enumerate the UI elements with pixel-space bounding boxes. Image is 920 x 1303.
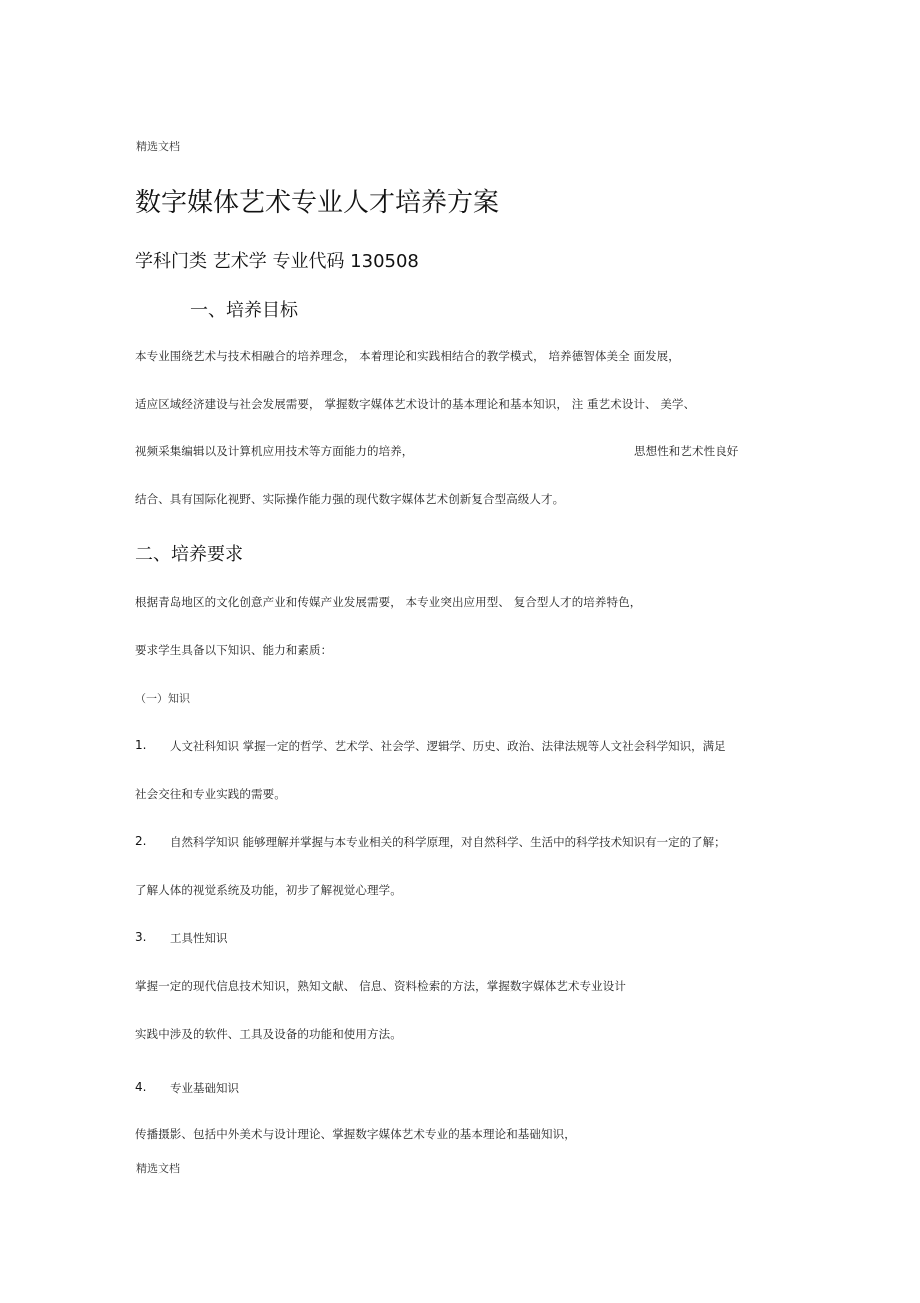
requirements-line-2: 要求学生具备以下知识、能力和素质： xyxy=(135,643,333,657)
document-title: 数字媒体艺术专业人才培养方案 xyxy=(135,188,500,218)
goals-line-4: 结合、具有国际化视野、实际操作能力强的现代数字媒体艺术创新复合型高级人才。 xyxy=(135,492,565,506)
item-4-text: 专业基础知识 xyxy=(170,1081,239,1095)
item-2-continuation: 了解人体的视觉系统及功能，初步了解视觉心理学。 xyxy=(135,883,402,897)
item-4-number: 4. xyxy=(135,1080,147,1094)
page-footer-label: 精选文档 xyxy=(136,1162,180,1175)
item-1-number: 1. xyxy=(135,738,147,752)
page-header-label: 精选文档 xyxy=(136,140,180,153)
item-1-text: 人文社科知识 掌握一定的哲学、艺术学、社会学、逻辑学、历史、政治、法律法规等人文社会科学知识，满足 xyxy=(170,739,726,753)
section-heading-requirements: 二、培养要求 xyxy=(135,544,243,565)
document-subtitle: 学科门类 艺术学 专业代码 130508 xyxy=(135,251,419,272)
item-4-continuation: 传播摄影、包括中外美术与设计理论、掌握数字媒体艺术专业的基本理论和基础知识， xyxy=(135,1127,576,1141)
sub-heading-knowledge: （一）知识 xyxy=(135,692,190,705)
goals-line-2: 适应区域经济建设与社会发展需要， 掌握数字媒体艺术设计的基本理论和基本知识， 注 重艺术设计、 美学、 xyxy=(135,397,696,411)
item-3-continuation-2: 实践中涉及的软件、工具及设备的功能和使用方法。 xyxy=(135,1027,402,1041)
item-3-text: 工具性知识 xyxy=(170,931,228,945)
goals-line-3-right: 思想性和艺术性良好 xyxy=(634,444,739,458)
requirements-line-1: 根据青岛地区的文化创意产业和传媒产业发展需要， 本专业突出应用型、 复合型人才的培养特色， xyxy=(135,595,642,609)
item-2-number: 2. xyxy=(135,834,147,848)
item-3-number: 3. xyxy=(135,930,147,944)
item-2-text: 自然科学知识 能够理解并掌握与本专业相关的科学原理，对自然科学、生活中的科学技术知识有一定的了解； xyxy=(170,835,726,849)
goals-line-3: 视频采集编辑以及计算机应用技术等方面能力的培养， xyxy=(135,444,414,458)
goals-line-1: 本专业围绕艺术与技术相融合的培养理念， 本着理论和实践相结合的教学模式， 培养德智体美全 面发展， xyxy=(135,349,680,363)
item-3-continuation-1: 掌握一定的现代信息技术知识，熟知文献、 信息、资料检索的方法，掌握数字媒体艺术专业设计 xyxy=(135,979,626,993)
item-1-continuation: 社会交往和专业实践的需要。 xyxy=(135,787,286,801)
section-heading-goals: 一、培养目标 xyxy=(190,300,298,321)
